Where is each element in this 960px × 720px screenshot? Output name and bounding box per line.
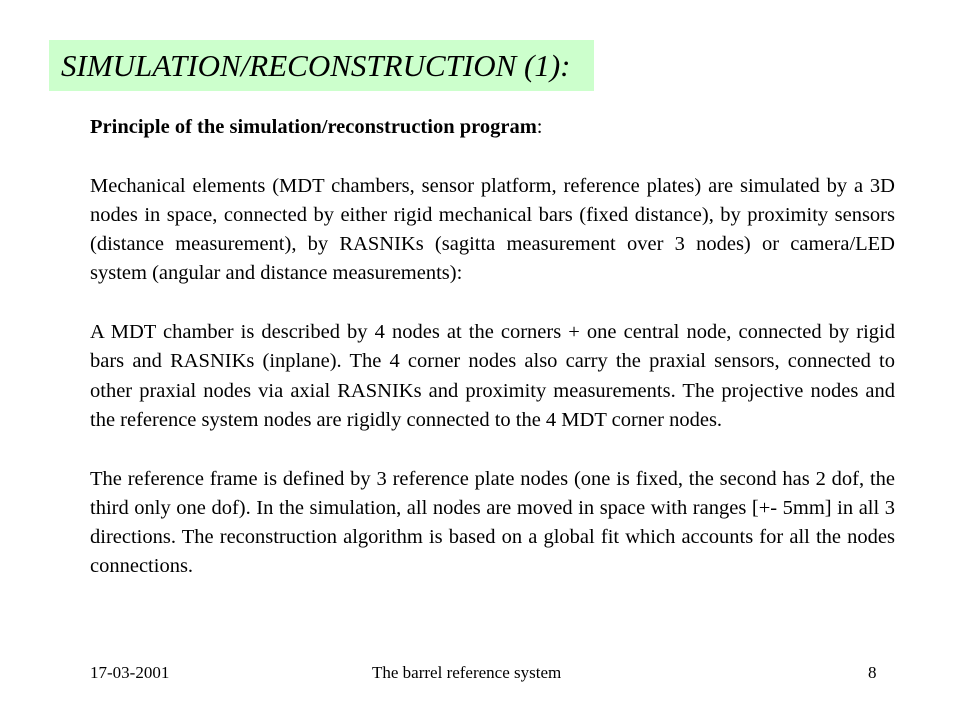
paragraph-mdt-chamber: A MDT chamber is described by 4 nodes at the corners + one central node, connected by rigid bars and RASNIKs (inplane). The 4 corner nodes also carry the praxial sensors, connected to other praxial nodes via axial RASNIKs and proximity measurements. The projective nodes and the reference system nodes are rigidly connected to the 4 MDT corner nodes. [90,321,895,431]
slide-title: SIMULATION/RECONSTRUCTION (1): [61,47,571,83]
section-heading-colon: : [536,116,543,138]
paragraph-reference-frame: The reference frame is defined by 3 reference plate nodes (one is fixed, the second has 2 dof, the third only one dof). In the simulation, all nodes are moved in space with ranges [+- 5mm] in all 3 directions. The reconstruction algorithm is based on a global fit which accounts for all the nodes connections. [90,467,895,578]
title-banner [49,40,594,91]
footer-date: 17-03-2001 [90,663,170,682]
paragraph-mechanical-elements: Mechanical elements (MDT chambers, sensor platform, reference plates) are simulated by a 3D nodes in space, connected by either rigid mechanical bars (fixed distance), by proximity sensors (distance measurement), by RASNIKs (sagitta measurement over 3 nodes) or camera/LED system (angular and distance measurements): [90,174,895,285]
slide-body [90,113,895,582]
footer-title: The barrel reference system [372,663,562,682]
section-heading-bold: Principle of the simulation/reconstruction program [90,116,537,138]
section-heading [90,113,895,142]
page-number: 8 [868,663,877,682]
